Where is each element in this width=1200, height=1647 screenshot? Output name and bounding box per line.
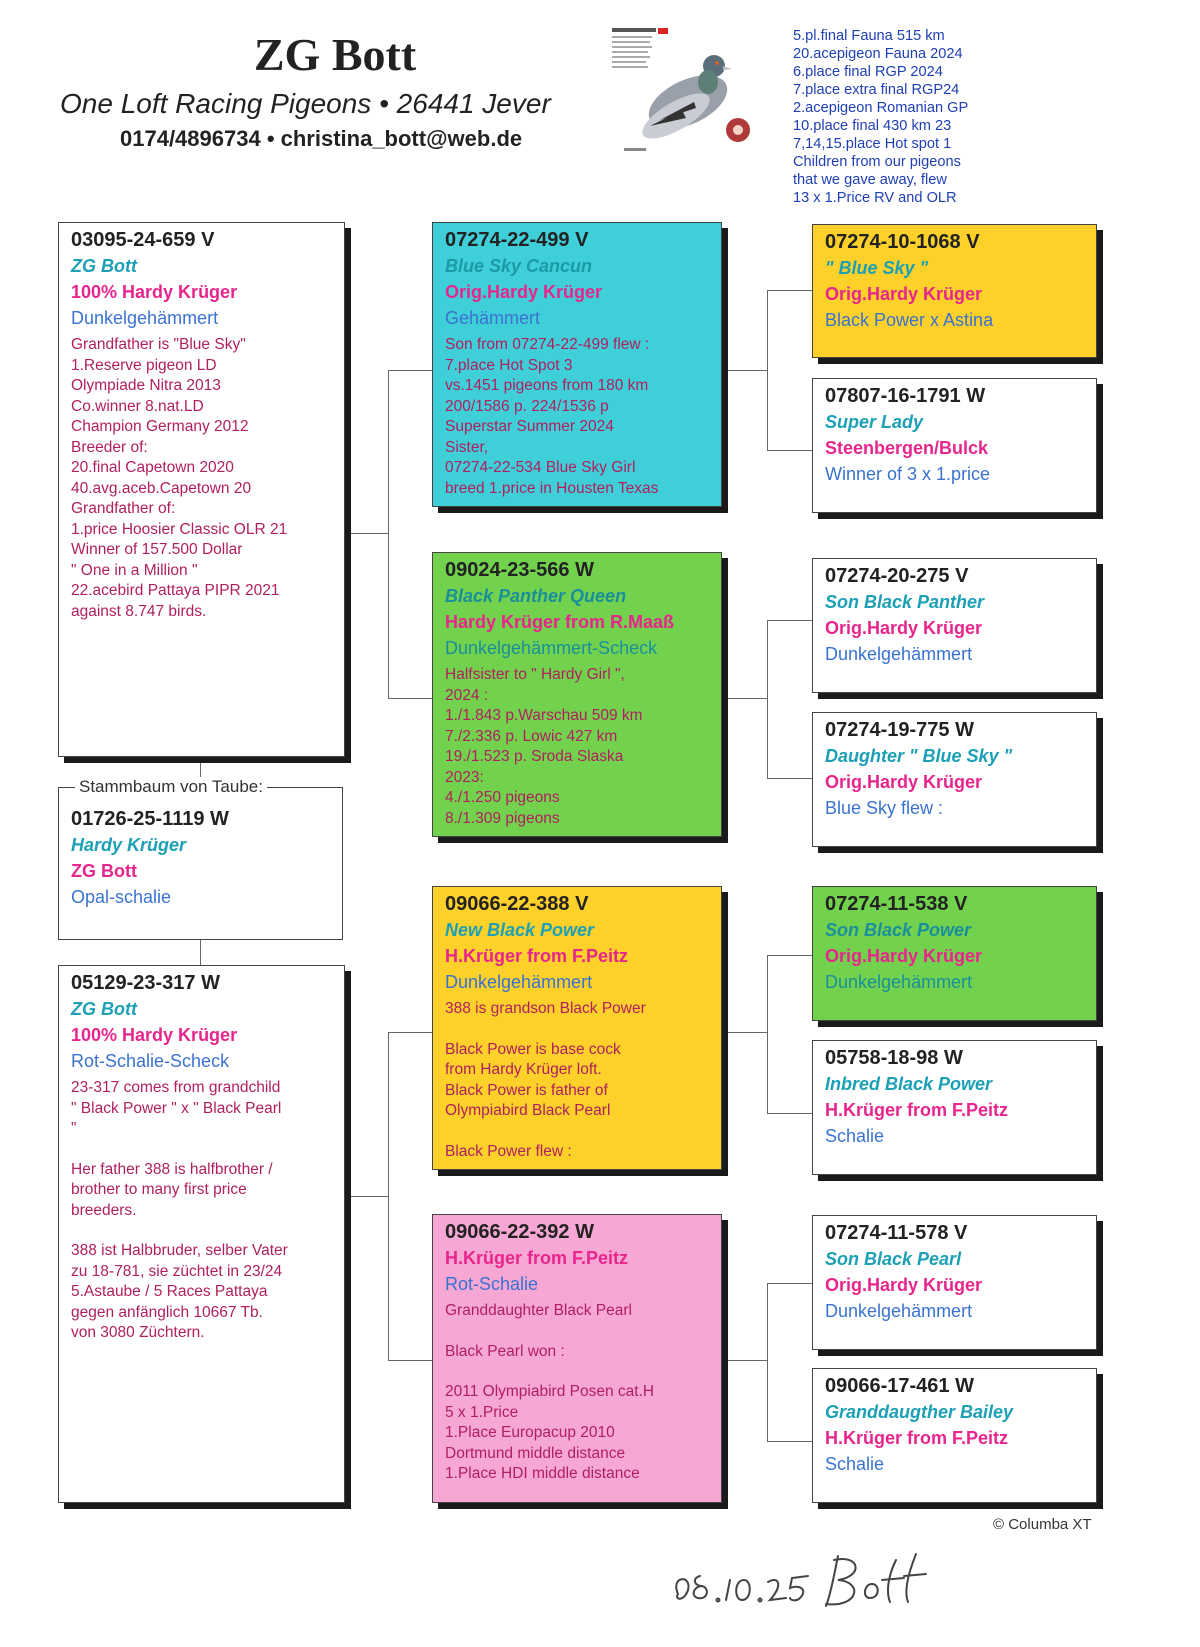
pigeon-name: ZG Bott bbox=[71, 256, 137, 276]
achievement-item: 6.place final RGP 2024 bbox=[793, 64, 943, 80]
achievement-item: 7.place extra final RGP24 bbox=[793, 82, 960, 98]
note-line: Black Power is father of bbox=[445, 1081, 608, 1099]
note-line: 1.Place Europacup 2010 bbox=[445, 1424, 615, 1441]
pigeon-breeder: ZG Bott bbox=[71, 861, 137, 881]
achievement-item: 20.acepigeon Fauna 2024 bbox=[793, 46, 963, 62]
note-line: breeders. bbox=[71, 1201, 137, 1219]
connector-line bbox=[767, 290, 812, 291]
note-line: Superstar Summer 2024 bbox=[445, 418, 614, 435]
ring-number: 05758-18-98 W bbox=[825, 1047, 963, 1069]
pigeon-notes bbox=[71, 1078, 332, 1344]
pigeon-name: ZG Bott bbox=[71, 999, 137, 1019]
note-line: 388 ist Halbbruder, selber Vater bbox=[71, 1242, 288, 1259]
pedigree-card-mother-father bbox=[432, 886, 722, 1170]
note-line: gegen anfänglich 10667 Tb. bbox=[71, 1303, 263, 1321]
connector-line bbox=[722, 1032, 767, 1033]
connector-line bbox=[722, 370, 767, 371]
ring-number: 05129-23-317 W bbox=[71, 972, 220, 994]
note-line: Champion Germany 2012 bbox=[71, 418, 249, 435]
pigeon-color: Opal-schalie bbox=[71, 887, 172, 907]
pigeon-breeder: Orig.Hardy Krüger bbox=[825, 1275, 983, 1295]
connector-line bbox=[345, 1196, 388, 1197]
note-line: zu 18-781, sie züchtet in 23/24 bbox=[71, 1262, 283, 1280]
pigeon-color: Schalie bbox=[825, 1454, 885, 1474]
note-line: " Black Power " x " Black Pearl bbox=[71, 1099, 282, 1117]
note-line: Co.winner 8.nat.LD bbox=[71, 397, 204, 415]
pedigree-card-father-mother bbox=[432, 552, 722, 837]
connector-line bbox=[767, 1441, 812, 1442]
pedigree-card-mmm bbox=[812, 1368, 1097, 1503]
ring-number: 09066-17-461 W bbox=[825, 1375, 974, 1397]
note-line: Dortmund middle distance bbox=[445, 1444, 626, 1462]
ring-number: 07274-22-499 V bbox=[445, 229, 589, 251]
note-line bbox=[445, 1020, 709, 1040]
connector-line bbox=[200, 940, 201, 965]
note-line: 388 is grandson Black Power bbox=[445, 1000, 646, 1017]
connector-line bbox=[388, 698, 432, 699]
note-line: Her father 388 is halfbrother / bbox=[71, 1160, 273, 1178]
pedigree-card-mff bbox=[812, 886, 1097, 1021]
connector-line bbox=[767, 778, 812, 779]
note-line: breed 1.price in Housten Texas bbox=[445, 479, 659, 497]
note-line: vs.1451 pigeons from 180 km bbox=[445, 377, 649, 394]
pedigree-card-fmm bbox=[812, 712, 1097, 847]
connector-line bbox=[767, 1113, 812, 1114]
connector-line bbox=[388, 370, 432, 371]
connector-line bbox=[767, 620, 812, 621]
page-subtitle: One Loft Racing Pigeons • 26441 Jever bbox=[60, 88, 551, 119]
ring-number: 07274-10-1068 V bbox=[825, 231, 980, 253]
pigeon-notes bbox=[445, 999, 709, 1162]
note-line: 7.place Hot Spot 3 bbox=[445, 356, 573, 374]
pedigree-card-father bbox=[58, 222, 345, 757]
pigeon-name: Black Panther Queen bbox=[445, 586, 627, 606]
note-line: 2023: bbox=[445, 768, 484, 786]
achievement-item: 13 x 1.Price RV and OLR bbox=[793, 190, 957, 206]
copyright-text: © Columba XT bbox=[993, 1516, 1092, 1533]
note-line bbox=[71, 1221, 332, 1241]
connector-line bbox=[767, 1283, 768, 1441]
pigeon-breeder: Steenbergen/Bulck bbox=[825, 438, 989, 458]
pigeon-name: Hardy Krüger bbox=[71, 835, 187, 855]
pigeon-color: Schalie bbox=[825, 1126, 885, 1146]
page-title: ZG Bott bbox=[253, 29, 417, 80]
pigeon-name: Son Black Pearl bbox=[825, 1249, 962, 1269]
pedigree-card-mmf bbox=[812, 1215, 1097, 1350]
pigeon-color: Gehämmert bbox=[445, 308, 541, 328]
pigeon-color: Dunkelgehämmert bbox=[71, 308, 219, 328]
connector-line bbox=[388, 1032, 432, 1033]
ring-number: 09066-22-388 V bbox=[445, 893, 589, 915]
note-line: 07274-22-534 Blue Sky Girl bbox=[445, 459, 636, 476]
note-line: Sister, bbox=[445, 438, 489, 456]
note-line: Breeder of: bbox=[71, 438, 148, 456]
pedigree-card-ffm bbox=[812, 378, 1097, 513]
pigeon-breeder: 100% Hardy Krüger bbox=[71, 282, 238, 302]
pigeon-name: Inbred Black Power bbox=[825, 1074, 993, 1094]
pigeon-icon bbox=[610, 26, 760, 158]
pigeon-color: Dunkelgehämmert bbox=[825, 1301, 973, 1321]
pigeon-breeder: Orig.Hardy Krüger bbox=[445, 282, 603, 302]
signature-icon bbox=[668, 1546, 948, 1616]
note-line: 22.acebird Pattaya PIPR 2021 bbox=[71, 582, 280, 599]
note-line: Son from 07274-22-499 flew : bbox=[445, 336, 650, 353]
pigeon-name: Granddaugther Bailey bbox=[825, 1402, 1014, 1422]
pedigree-card-fmf bbox=[812, 558, 1097, 693]
connector-line bbox=[722, 1360, 767, 1361]
achievement-item: 5.pl.final Fauna 515 km bbox=[793, 28, 945, 44]
connector-line bbox=[767, 955, 768, 1113]
note-line: Halfsister to " Hardy Girl ", bbox=[445, 666, 625, 683]
pigeon-name: Daughter " Blue Sky " bbox=[825, 746, 1013, 766]
handwritten-signature bbox=[668, 1546, 948, 1621]
note-line: brother to many first price bbox=[71, 1181, 247, 1198]
pedigree-card-mother bbox=[58, 965, 345, 1503]
pigeon-color: Dunkelgehämmert bbox=[825, 644, 973, 664]
note-line: 1.Reserve pigeon LD bbox=[71, 356, 217, 374]
note-line: 19./1.523 p. Sroda Slaska bbox=[445, 748, 624, 765]
note-line: 1./1.843 p.Warschau 509 km bbox=[445, 707, 643, 724]
pedigree-card-fff bbox=[812, 224, 1097, 358]
note-line: Black Pearl won : bbox=[445, 1342, 565, 1360]
note-line: 5 x 1.Price bbox=[445, 1403, 519, 1421]
note-line: 5.Astaube / 5 Races Pattaya bbox=[71, 1283, 268, 1300]
ring-number: 07274-11-538 V bbox=[825, 893, 968, 915]
achievement-item: 2.acepigeon Romanian GP bbox=[793, 100, 969, 116]
note-line: Black Power is base cock bbox=[445, 1040, 621, 1058]
pigeon-breeder: 100% Hardy Krüger bbox=[71, 1025, 238, 1045]
note-line: 7./2.336 p. Lowic 427 km bbox=[445, 727, 618, 745]
contact-info: 0174/4896734 • christina_bott@web.de bbox=[120, 126, 523, 151]
connector-line bbox=[388, 1032, 389, 1360]
pedigree-card-father-father bbox=[432, 222, 722, 507]
ring-number: 07274-11-578 V bbox=[825, 1222, 968, 1244]
note-line: von 3080 Züchtern. bbox=[71, 1324, 205, 1341]
pigeon-color: Dunkelgehämmert-Scheck bbox=[445, 638, 658, 658]
note-line: 1.Place HDI middle distance bbox=[445, 1465, 640, 1482]
pigeon-notes bbox=[445, 1301, 709, 1485]
note-line bbox=[445, 1362, 709, 1382]
note-line bbox=[71, 1140, 332, 1160]
connector-line bbox=[722, 698, 767, 699]
note-line: Granddaughter Black Pearl bbox=[445, 1302, 632, 1319]
pedigree-legend: Stammbaum von Taube: bbox=[75, 777, 267, 797]
note-line: 8./1.309 pigeons bbox=[445, 809, 560, 827]
note-line: Olympiabird Black Pearl bbox=[445, 1102, 611, 1119]
note-line: 23-317 comes from grandchild bbox=[71, 1079, 281, 1096]
pigeon-photo bbox=[610, 26, 760, 158]
ring-number: 07274-19-775 W bbox=[825, 719, 974, 741]
pigeon-name: " Blue Sky " bbox=[825, 258, 929, 278]
pigeon-name: Son Black Panther bbox=[825, 592, 985, 612]
note-line: Olympiade Nitra 2013 bbox=[71, 377, 221, 394]
pedigree-card-mother-mother bbox=[432, 1214, 722, 1503]
connector-line bbox=[767, 290, 768, 450]
ring-number: 03095-24-659 V bbox=[71, 229, 215, 251]
note-line: Black Power flew : bbox=[445, 1142, 572, 1160]
pigeon-name: New Black Power bbox=[445, 920, 595, 940]
pigeon-color: Dunkelgehämmert bbox=[825, 972, 973, 992]
note-line: 2011 Olympiabird Posen cat.H bbox=[445, 1383, 655, 1400]
achievement-item: that we gave away, flew bbox=[793, 172, 947, 188]
achievement-item: 10.place final 430 km 23 bbox=[793, 118, 952, 134]
pigeon-breeder: Orig.Hardy Krüger bbox=[825, 618, 983, 638]
note-line: 40.avg.aceb.Capetown 20 bbox=[71, 479, 252, 497]
note-line: 2024 : bbox=[445, 686, 489, 704]
connector-line bbox=[767, 1283, 812, 1284]
connector-line bbox=[767, 955, 812, 956]
note-line: 4./1.250 pigeons bbox=[445, 789, 560, 806]
pigeon-color: Blue Sky flew : bbox=[825, 798, 944, 818]
note-line: Winner of 157.500 Dollar bbox=[71, 541, 243, 558]
pigeon-breeder: Hardy Krüger from R.Maaß bbox=[445, 612, 675, 632]
pigeon-name: Super Lady bbox=[825, 412, 924, 432]
connector-line bbox=[345, 533, 388, 534]
ring-number: 01726-25-1119 W bbox=[71, 808, 229, 830]
ring-number: 09066-22-392 W bbox=[445, 1221, 594, 1243]
note-line: Grandfather is "Blue Sky" bbox=[71, 336, 246, 353]
note-line: against 8.747 birds. bbox=[71, 602, 207, 620]
ring-number: 09024-23-566 W bbox=[445, 559, 594, 581]
connector-line bbox=[388, 1360, 432, 1361]
ring-number: 07807-16-1791 W bbox=[825, 385, 986, 407]
pigeon-breeder: Orig.Hardy Krüger bbox=[825, 772, 983, 792]
pigeon-notes bbox=[445, 335, 709, 499]
note-line: Grandfather of: bbox=[71, 500, 176, 517]
connector-line bbox=[767, 620, 768, 778]
pigeon-notes bbox=[445, 665, 709, 829]
achievement-item: 7,14,15.place Hot spot 1 bbox=[793, 136, 952, 152]
pigeon-notes bbox=[71, 335, 332, 622]
note-line: 200/1586 p. 224/1536 p bbox=[445, 397, 609, 415]
pigeon-breeder: Orig.Hardy Krüger bbox=[825, 946, 983, 966]
pigeon-breeder: H.Krüger from F.Peitz bbox=[445, 946, 629, 966]
pigeon-color: Rot-Schalie bbox=[445, 1274, 539, 1294]
pigeon-name: Blue Sky Cancun bbox=[445, 256, 593, 276]
pigeon-breeder: H.Krüger from F.Peitz bbox=[825, 1428, 1009, 1448]
pigeon-breeder: H.Krüger from F.Peitz bbox=[825, 1100, 1009, 1120]
achievements-list bbox=[793, 27, 968, 207]
pigeon-color: Rot-Schalie-Scheck bbox=[71, 1051, 230, 1071]
note-line bbox=[445, 1322, 709, 1342]
pigeon-name: Son Black Power bbox=[825, 920, 972, 940]
pigeon-color: Winner of 3 x 1.price bbox=[825, 464, 991, 484]
note-line: " bbox=[71, 1120, 77, 1137]
connector-line bbox=[388, 370, 389, 698]
pedigree-card-mfm bbox=[812, 1040, 1097, 1175]
connector-line bbox=[767, 450, 812, 451]
pigeon-color: Dunkelgehämmert bbox=[445, 972, 593, 992]
note-line: 1.price Hoosier Classic OLR 21 bbox=[71, 520, 288, 538]
pedigree-card-subject bbox=[58, 787, 343, 940]
note-line: from Hardy Krüger loft. bbox=[445, 1061, 602, 1078]
note-line bbox=[445, 1122, 709, 1142]
achievement-item: Children from our pigeons bbox=[793, 154, 961, 170]
note-line: 20.final Capetown 2020 bbox=[71, 459, 234, 476]
pigeon-color: Black Power x Astina bbox=[825, 310, 994, 330]
pigeon-breeder: Orig.Hardy Krüger bbox=[825, 284, 983, 304]
pigeon-breeder: H.Krüger from F.Peitz bbox=[445, 1248, 629, 1268]
note-line: " One in a Million " bbox=[71, 561, 198, 579]
ring-number: 07274-20-275 V bbox=[825, 565, 969, 587]
